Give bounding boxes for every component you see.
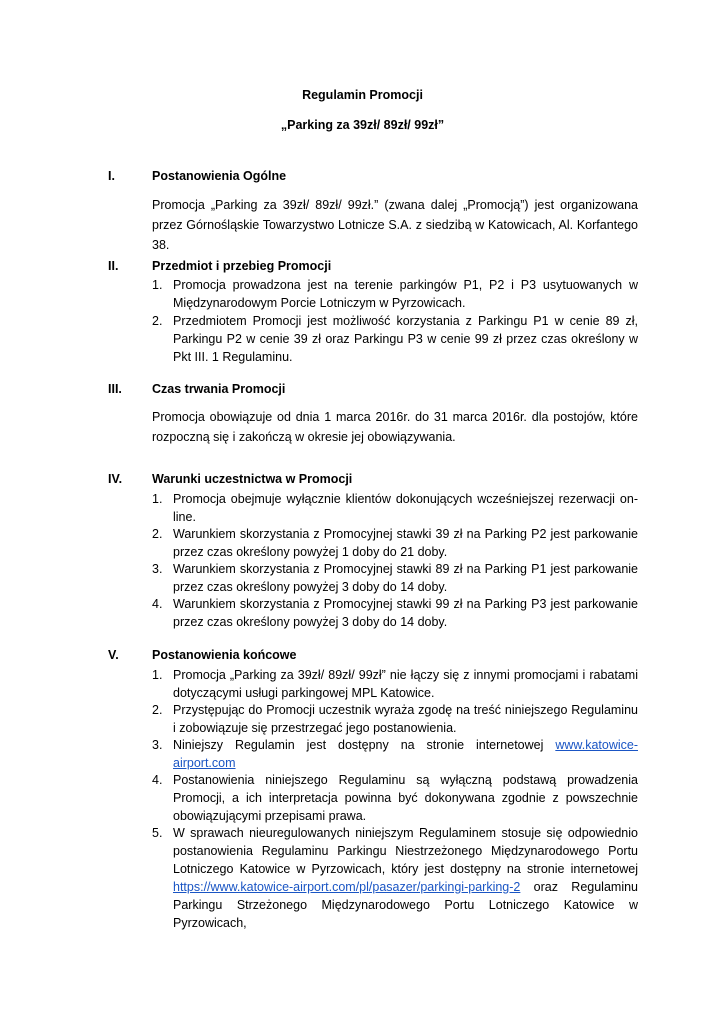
- list-item: [152, 666, 638, 702]
- section-number: I.: [108, 169, 115, 183]
- list-item: [152, 771, 638, 825]
- section-number: II.: [108, 259, 119, 273]
- list-item-text: Promocja „Parking za 39zł/ 89zł/ 99zł” nie łączy się z innymi promocjami i rabatami dotyczącymi usługi parkingowej MPL Katowice.: [173, 668, 638, 700]
- regulations-link[interactable]: https://www.katowice-airport.com/pl/pasazer/parkingi-parking-2: [173, 880, 521, 894]
- document-title: Regulamin Promocji: [302, 88, 423, 102]
- list-item-text: Warunkiem skorzystania z Promocyjnej stawki 39 zł na Parking P2 jest parkowanie przez czas określony powyżej 1 doby do 21 doby.: [173, 527, 638, 559]
- section-paragraph: Promocja „Parking za 39zł/ 89zł/ 99zł.” (zwana dalej „Promocją”) jest organizowana przez Górnośląskie Towarzystwo Lotnicze S.A. z siedzibą w Katowicach, Al. Korfantego 38.: [152, 198, 638, 252]
- section-title: Postanowienia Ogólne: [152, 169, 287, 183]
- list-item: [152, 276, 638, 312]
- list-item: [152, 595, 638, 631]
- list-item-number: 3.: [152, 562, 163, 576]
- list-item-number: 4.: [152, 597, 163, 611]
- section-number: III.: [108, 382, 122, 396]
- list-item: [152, 701, 638, 737]
- section-title: Przedmiot i przebieg Promocji: [152, 259, 332, 273]
- list-item-text: Warunkiem skorzystania z Promocyjnej stawki 99 zł na Parking P3 jest parkowanie przez czas określony powyżej 3 doby do 14 doby.: [173, 597, 638, 629]
- list-item-text: Przystępując do Promocji uczestnik wyraża zgodę na treść niniejszego Regulaminu i zobowiązuje się przestrzegać jego postanowienia.: [173, 703, 638, 735]
- list-item-number: 1.: [152, 492, 163, 506]
- list-item: [152, 525, 638, 561]
- list-item-text: Warunkiem skorzystania z Promocyjnej stawki 89 zł na Parking P1 jest parkowanie przez czas określony powyżej 3 doby do 14 doby.: [173, 562, 638, 594]
- list-item-number: 5.: [152, 826, 163, 840]
- website-link[interactable]: www.katowice-airport.com: [173, 738, 638, 770]
- list-item: [152, 560, 638, 596]
- list-item-number: 1.: [152, 278, 163, 292]
- list-item-text-before: Niniejszy Regulamin jest dostępny na stronie internetowej: [173, 738, 556, 752]
- section-title: Czas trwania Promocji: [152, 382, 286, 396]
- list-item-text: Promocja prowadzona jest na terenie parkingów P1, P2 i P3 usytuowanych w Międzynarodowym Porcie Lotniczym w Pyrzowicach.: [173, 278, 638, 310]
- list-item: [152, 490, 638, 526]
- list-item-text: [173, 824, 638, 932]
- section-paragraph: Promocja obowiązuje od dnia 1 marca 2016r. do 31 marca 2016r. dla postojów, które rozpoczną się i zakończą w okresie jej obowiązywania.: [152, 410, 638, 444]
- list-item-text: Postanowienia niniejszego Regulaminu są wyłączną podstawą prowadzenia Promocji, a ich interpretacja powinna być dokonywana zgodnie z powszechnie obowiązującymi przepisami prawa.: [173, 773, 638, 823]
- list-item: [152, 736, 638, 772]
- section-title: Warunki uczestnictwa w Promocji: [152, 472, 353, 486]
- list-item-number: 2.: [152, 527, 163, 541]
- section-number: V.: [108, 648, 119, 662]
- list-item-text: Przedmiotem Promocji jest możliwość korzystania z Parkingu P1 w cenie 89 zł, Parkingu P2 w cenie 39 zł oraz Parkingu P3 w cenie 99 zł przez czas określony w Pkt III. 1 Regulaminu.: [173, 314, 638, 364]
- list-item-text-after: oraz Regulaminu Parkingu Strzeżonego Międzynarodowego Portu Lotniczego Katowice w Pyrzowicach,: [173, 880, 638, 930]
- list-item-text: Promocja obejmuje wyłącznie klientów dokonujących wcześniejszej rezerwacji on-line.: [173, 492, 638, 524]
- list-item-text-before: W sprawach nieuregulowanych niniejszym Regulaminem stosuje się odpowiednio postanowienia Regulaminu Parkingu Niestrzeżonego Międzynarodowego Portu Lotniczego Katowice w Pyrzowicach, który jest dostępny na stronie internetowej: [173, 826, 638, 876]
- section-title: Postanowienia końcowe: [152, 648, 297, 662]
- list-item: [152, 312, 638, 366]
- list-item-number: 1.: [152, 668, 163, 682]
- list-item: [152, 824, 638, 932]
- list-item-number: 4.: [152, 773, 163, 787]
- section-number: IV.: [108, 472, 123, 486]
- list-item-number: 2.: [152, 703, 163, 717]
- document-subtitle: „Parking za 39zł/ 89zł/ 99zł”: [280, 118, 445, 132]
- list-item-number: 2.: [152, 314, 163, 328]
- list-item-text: [173, 736, 638, 772]
- list-item-number: 3.: [152, 738, 163, 752]
